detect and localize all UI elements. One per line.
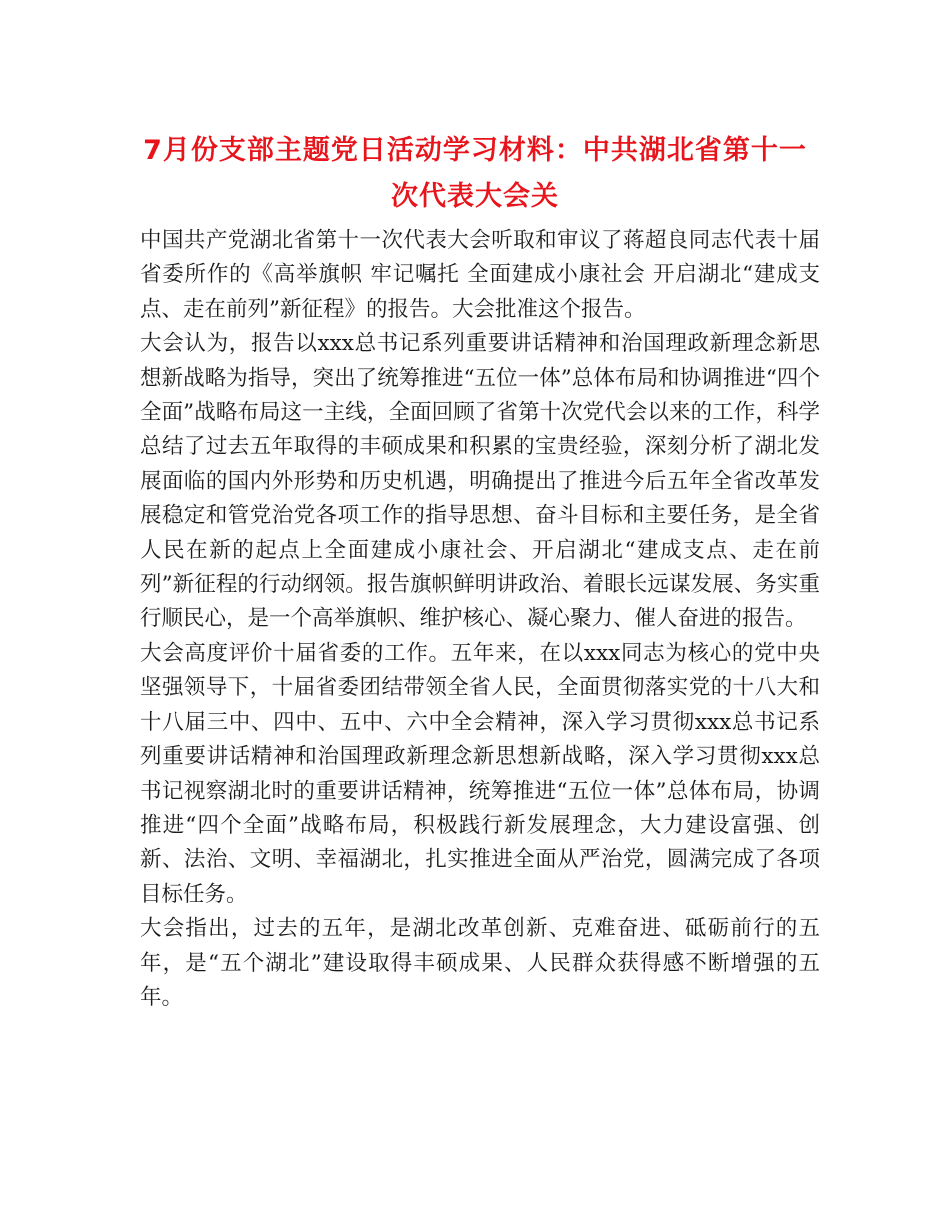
document-body xyxy=(140,224,820,1015)
paragraph-2: 大会认为，报告以xxx总书记系列重要讲话精神和治国理政新理念新思想新战略为指导，突出了统筹推进“五位一体”总体布局和协调推进“四个全面”战略布局这一主线，全面回顾了省第十次党代会以来的工作，科学总结了过去五年取得的丰硕成果和积累的宝贵经验，深刻分析了湖北发展面临的国内外形势和历史机遇，明确提出了推进今后五年全省改革发展稳定和管党治党各项工作的指导思想、奋斗目标和主要任务，是全省人民在新的起点上全面建成小康社会、开启湖北“建成支点、走在前列”新征程的行动纲领。报告旗帜鲜明讲政治、着眼长远谋发展、务实重行顺民心，是一个高举旗帜、维护核心、凝心聚力、催人奋进的报告。 xyxy=(140,331,820,632)
document-title xyxy=(100,128,850,220)
paragraph-1: 中国共产党湖北省第十一次代表大会听取和审议了蒋超良同志代表十届省委所作的《高举旗帜 牢记嘱托 全面建成小康社会 开启湖北“建成支点、走在前列”新征程》的报告。大会批准这个报告。 xyxy=(140,228,820,322)
paragraph-4: 大会指出，过去的五年，是湖北改革创新、克难奋进、砥砺前行的五年，是“五个湖北”建设取得丰硕成果、人民群众获得感不断增强的五年。 xyxy=(140,916,820,1010)
title-line-1: 7月份支部主题党日活动学习材料：中共湖北省第十一 xyxy=(143,135,807,166)
title-line-2: 次代表大会关 xyxy=(391,181,559,212)
paragraph-3: 大会高度评价十届省委的工作。五年来，在以xxx同志为核心的党中央坚强领导下，十届省委团结带领全省人民，全面贯彻落实党的十八大和十八届三中、四中、五中、六中全会精神，深入学习贯彻xxx总书记系列重要讲话精神和治国理政新理念新思想新战略，深入学习贯彻xxx总书记视察湖北时的重要讲话精神，统筹推进“五位一体”总体布局，协调推进“四个全面”战略布局，积极践行新发展理念，大力建设富强、创新、法治、文明、幸福湖北，扎实推进全面从严治党，圆满完成了各项目标任务。 xyxy=(140,640,820,907)
